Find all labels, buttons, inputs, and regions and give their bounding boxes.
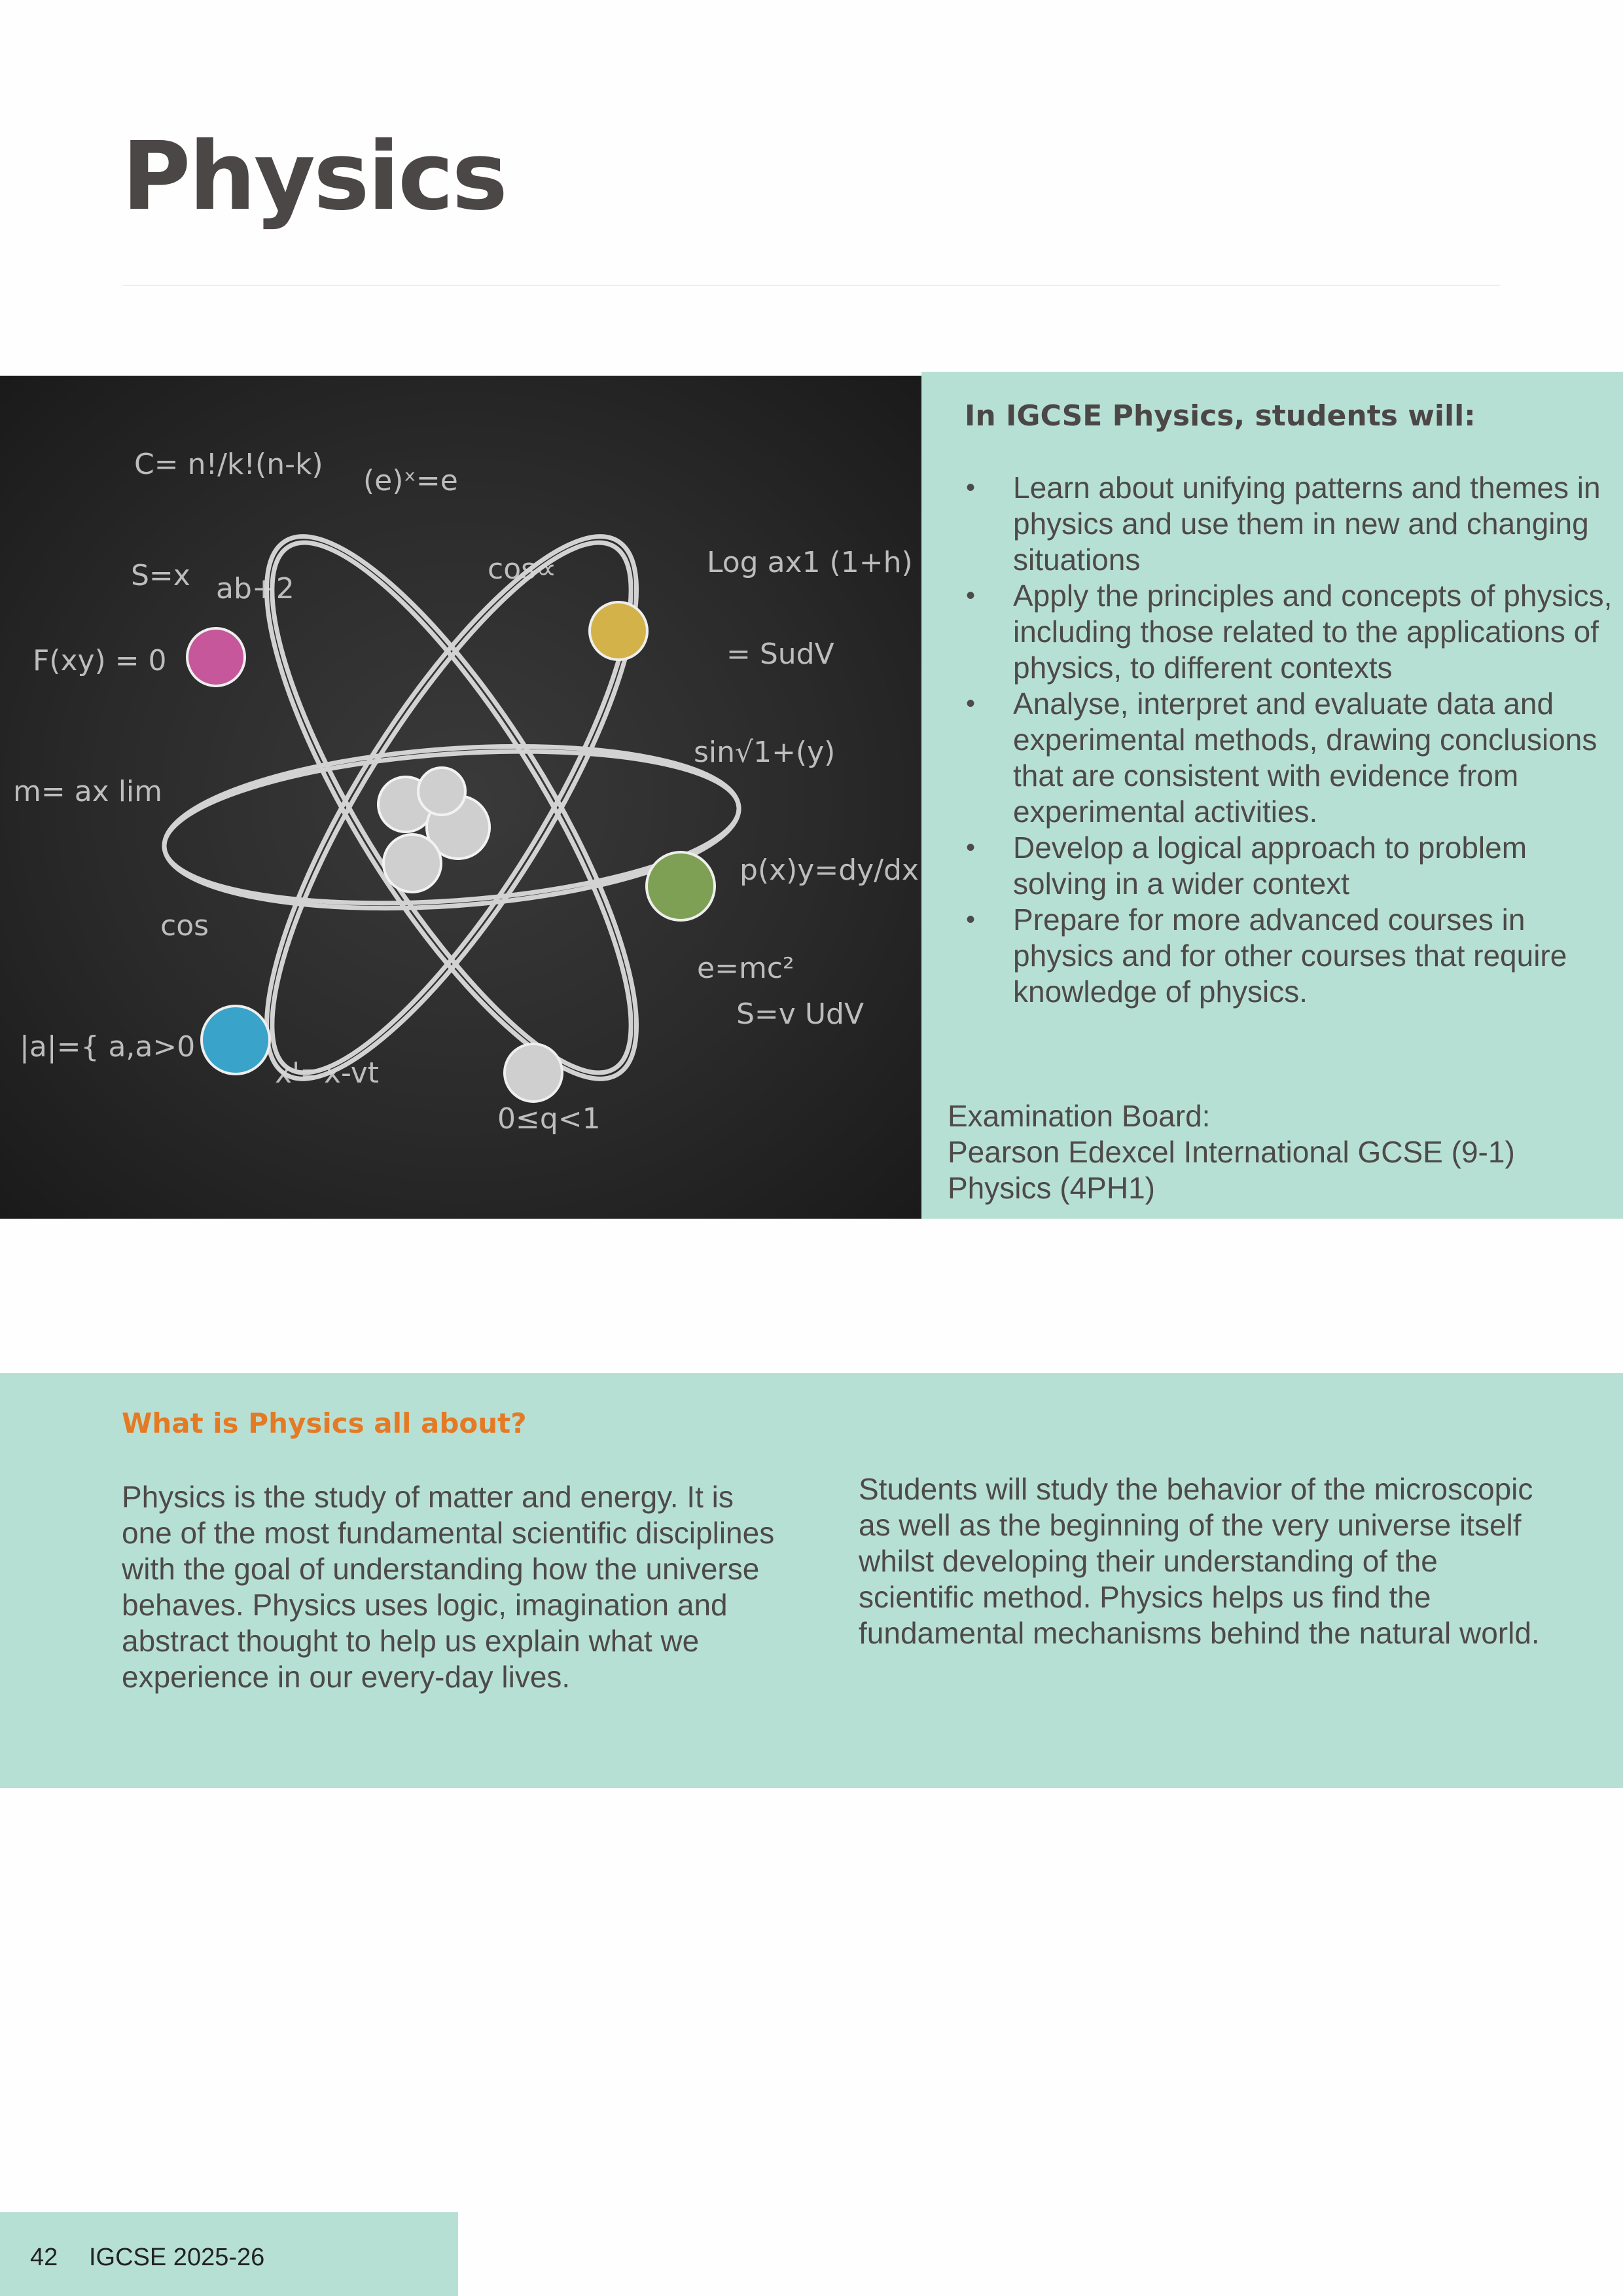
exam-course-code: Physics (4PH1) [948, 1171, 1155, 1205]
svg-text:C= n!/k!(n-k): C= n!/k!(n-k) [134, 448, 323, 481]
page-number: 42 [30, 2244, 58, 2271]
svg-text:S=x: S=x [131, 559, 190, 592]
svg-text:ab+2: ab+2 [216, 572, 294, 605]
svg-text:= SudV: = SudV [726, 637, 834, 671]
exam-board-label: Examination Board: [948, 1099, 1211, 1133]
students-will-list [948, 470, 1622, 1010]
svg-text:e=mc²: e=mc² [697, 952, 794, 985]
about-text-left: Physics is the study of matter and energy. It is one of the most fundamental scientific disciplines with the goal of understanding how the universe behaves. Physics uses logic, imagination and abstract thought to help us explain what we experience in our every-day lives. [122, 1480, 775, 1694]
exam-board-info [948, 1098, 1602, 1206]
svg-text:x'=x-vt: x'=x-vt [275, 1056, 380, 1090]
exam-board-name: Pearson Edexcel International GCSE (9-1) [948, 1135, 1515, 1169]
svg-text:cos∝: cos∝ [488, 552, 557, 586]
list-item: • Learn about unifying patterns and themes in physics and use them in new and changing situations [1013, 470, 1622, 578]
about-text-right: Students will study the behavior of the microscopic as well as the beginning of the very universe itself whilst developing their understanding of the scientific method. Physics helps us find the fundamental mechanisms behind the natural world. [859, 1472, 1540, 1650]
svg-text:Log ax1 (1+h): Log ax1 (1+h) [707, 546, 913, 579]
list-item: • Develop a logical approach to problem solving in a wider context [1013, 830, 1622, 902]
title-divider [123, 285, 1500, 286]
list-item: • Prepare for more advanced courses in physics and for other courses that require knowledge of physics. [1013, 902, 1622, 1010]
svg-text:p(x)y=dy/dx: p(x)y=dy/dx [740, 853, 919, 887]
svg-text:cos: cos [160, 909, 209, 942]
svg-text:F(xy) = 0: F(xy) = 0 [33, 644, 167, 677]
about-heading: What is Physics all about? [122, 1407, 527, 1439]
svg-text:m= ax lim: m= ax lim [13, 775, 163, 808]
svg-text:sin√1+(y): sin√1+(y) [694, 736, 836, 769]
chalkboard-atom-image [0, 376, 921, 1219]
svg-text:S=v UdV: S=v UdV [736, 997, 865, 1031]
svg-text:(e)ˣ=e: (e)ˣ=e [363, 464, 458, 497]
about-section [0, 1373, 1623, 1788]
list-item: • Apply the principles and concepts of physics, including those related to the applications of physics, to different contexts [1013, 578, 1622, 686]
page-footer [0, 2212, 458, 2296]
atom-illustration [0, 376, 921, 1219]
students-will-heading: In IGCSE Physics, students will: [965, 399, 1476, 433]
students-will-panel [921, 372, 1623, 1219]
list-item: • Analyse, interpret and evaluate data and experimental methods, drawing conclusions that are consistent with evidence from experimental activities. [1013, 686, 1622, 830]
document-name: IGCSE 2025-26 [89, 2244, 265, 2271]
svg-text:|a|={ a,a>0: |a|={ a,a>0 [20, 1030, 196, 1064]
svg-text:0≤q<1: 0≤q<1 [497, 1102, 601, 1136]
page-title: Physics [122, 121, 507, 231]
